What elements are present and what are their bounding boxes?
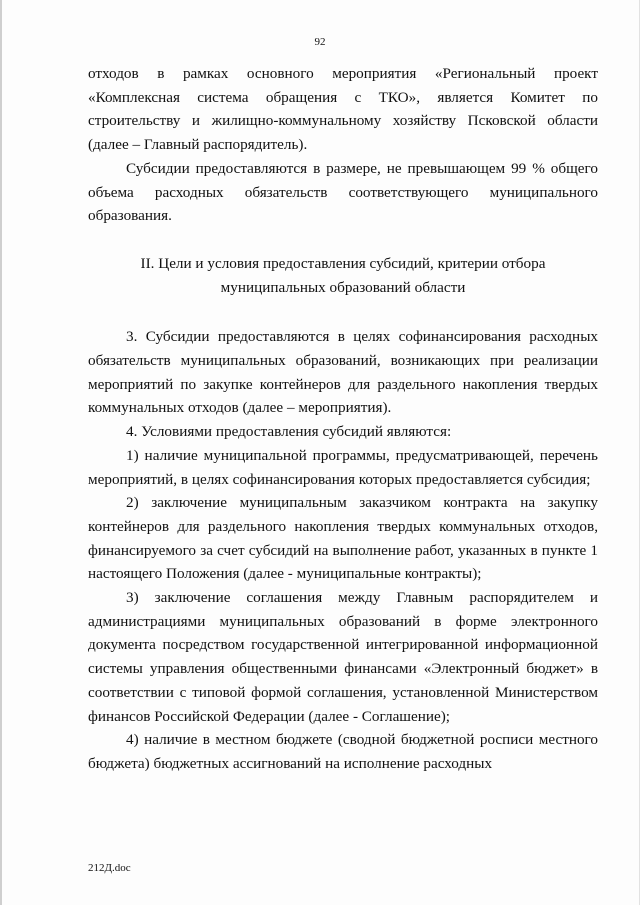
paragraph-subsidy-size: Субсидии предоставляются в размере, не превышающем 99 % общего объема расходных обязательств соответствующего муниципального образования. (88, 159, 598, 225)
spacer (88, 299, 598, 325)
paragraph-condition-1: 1) наличие муниципальной программы, предусматривающей, перечень мероприятий, в целях софинансирования которых предоставляется субсидия; (88, 446, 598, 488)
section-heading-line-2: муниципальных образований области (220, 278, 466, 296)
file-name-footer: 212Д.doc (88, 862, 131, 874)
paragraph-condition-3: 3) заключение соглашения между Главным распорядителем и администрациями муниципальных образований в форме электронного документа посредством государственной интегрированной информационной системы управления общественными финансами «Электронный бюджет» в соответствии с типовой формой соглашения, установленной Министерством финансов Российской Федерации (далее - Соглашение); (88, 589, 598, 725)
section-heading-line-1: II. Цели и условия предоставления субсидий, критерии отбора (140, 254, 546, 272)
scan-edge-left (0, 0, 2, 905)
paragraph-continuation: отходов в рамках основного мероприятия «Региональный проект «Комплексная система обращения с ТКО», является Комитет по строительству и жилищно-коммунальному хозяйству Псковской области (далее – Главный распорядитель). (88, 65, 598, 154)
spacer (88, 228, 598, 252)
document-body (88, 62, 598, 776)
paragraph-item-4: 4. Условиями предоставления субсидий являются: (126, 423, 452, 441)
paragraph-item-3: 3. Субсидии предоставляются в целях софинансирования расходных обязательств муниципальных образований, возникающих при реализации мероприятий по закупке контейнеров для раздельного накопления твердых коммунальных отходов (далее – мероприятия). (88, 328, 598, 417)
paragraph-condition-2: 2) заключение муниципальным заказчиком контракта на закупку контейнеров для раздельного накопления твердых коммунальных отходов, финансируемого за счет субсидий на выполнение работ, указанных в пункте 1 настоящего Положения (далее - муниципальные контракты); (88, 494, 598, 583)
paragraph-condition-4: 4) наличие в местном бюджете (сводной бюджетной росписи местного бюджета) бюджетных ассигнований на исполнение расходных (88, 731, 598, 772)
page-number: 92 (314, 36, 326, 48)
